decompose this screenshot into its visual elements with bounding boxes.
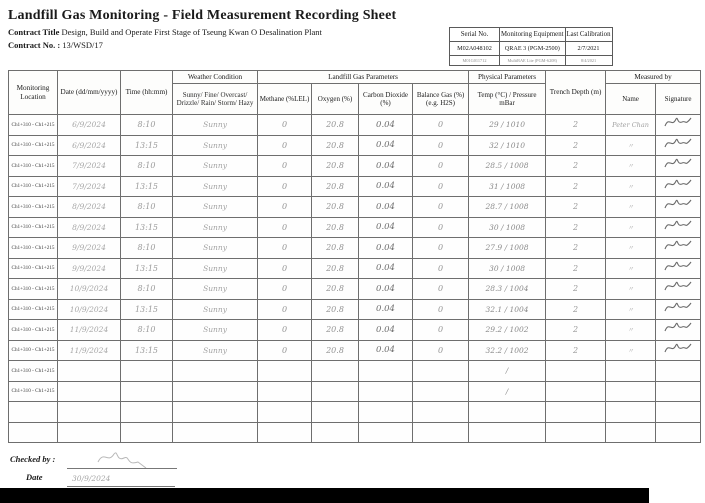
cell-temp_pressure (469, 402, 546, 423)
cell-name: 〃 (606, 340, 656, 361)
equip-name: QRAE 3 (PGM-2500) (500, 42, 566, 56)
cell-co2 (359, 422, 413, 443)
cell-co2: 0.04 (359, 197, 413, 218)
table-row (9, 197, 701, 218)
cell-temp_pressure: 29 / 1010 (469, 115, 546, 136)
cell-co2: 0.04 (359, 340, 413, 361)
cell-oxygen: 20.8 (312, 340, 359, 361)
cell-date: 11/9/2024 (58, 320, 121, 341)
signature-scribble (663, 197, 693, 211)
cell-name: 〃 (606, 176, 656, 197)
equip-header-equipment: Monitoring Equipment (500, 28, 566, 42)
cell-signature (656, 258, 701, 279)
cell-location: Ch1+310 - Ch1+215 (9, 381, 58, 402)
cell-location: Ch1+310 - Ch1+215 (9, 135, 58, 156)
equip-header-serial: Serial No. (450, 28, 500, 42)
cell-date (58, 381, 121, 402)
col-header-monitoring-location: Monitoring Location (9, 71, 58, 115)
cell-time (121, 402, 173, 423)
cell-weather: Sunny (173, 279, 258, 300)
cell-trench: 2 (546, 320, 606, 341)
cell-name: 〃 (606, 238, 656, 259)
contract-no-line (8, 40, 103, 50)
cell-name: 〃 (606, 135, 656, 156)
cell-name (606, 381, 656, 402)
cell-time: 8:10 (121, 156, 173, 177)
cell-trench: 2 (546, 258, 606, 279)
cell-time: 13:15 (121, 258, 173, 279)
cell-name: 〃 (606, 299, 656, 320)
cell-location: Ch1+310 - Ch1+215 (9, 299, 58, 320)
cell-oxygen: 20.8 (312, 320, 359, 341)
col-header-signature: Signature (656, 84, 701, 115)
cell-signature (656, 299, 701, 320)
cell-oxygen (312, 361, 359, 382)
cell-methane (258, 361, 312, 382)
cell-trench (546, 381, 606, 402)
cell-temp_pressure: 31 / 1008 (469, 176, 546, 197)
cell-co2: 0.04 (359, 217, 413, 238)
signature-scribble (663, 115, 693, 129)
cell-methane: 0 (258, 320, 312, 341)
cell-oxygen (312, 422, 359, 443)
cell-co2 (359, 381, 413, 402)
cell-co2: 0.04 (359, 299, 413, 320)
signature-scribble (663, 341, 693, 355)
cell-time: 13:15 (121, 176, 173, 197)
col-header-oxygen: Oxygen (%) (312, 84, 359, 115)
cell-methane: 0 (258, 135, 312, 156)
table-row (9, 320, 701, 341)
footer-date-line (67, 486, 175, 487)
col-header-methane: Methane (%LEL) (258, 84, 312, 115)
cell-temp_pressure: 32 / 1010 (469, 135, 546, 156)
cell-balance: 0 (413, 115, 469, 136)
table-row (9, 361, 701, 382)
cell-name (606, 402, 656, 423)
cell-time: 8:10 (121, 115, 173, 136)
cell-co2: 0.04 (359, 320, 413, 341)
cell-trench: 2 (546, 279, 606, 300)
cell-time: 8:10 (121, 238, 173, 259)
signature-scribble (663, 279, 693, 293)
equip-name: MultiRAE Lite (PGM-6208) (500, 56, 566, 66)
equip-calibration: 2/7/2021 (565, 42, 612, 56)
cell-balance: 0 (413, 197, 469, 218)
cell-co2: 0.04 (359, 135, 413, 156)
cell-methane (258, 402, 312, 423)
cell-co2: 0.04 (359, 258, 413, 279)
cell-balance: 0 (413, 258, 469, 279)
contract-title-value: Design, Build and Operate First Stage of Tseung Kwan O Desalination Plant (61, 27, 322, 37)
cell-name (606, 361, 656, 382)
cell-date: 9/9/2024 (58, 258, 121, 279)
equipment-header-row (450, 28, 613, 42)
equipment-row (450, 42, 613, 56)
table-row (9, 422, 701, 443)
cell-methane (258, 422, 312, 443)
cell-location: Ch1+310 - Ch1+215 (9, 258, 58, 279)
cell-temp_pressure: 27.9 / 1008 (469, 238, 546, 259)
cell-signature (656, 115, 701, 136)
cell-balance (413, 381, 469, 402)
cell-date (58, 402, 121, 423)
cell-co2: 0.04 (359, 176, 413, 197)
group-header-measured-by: Measured by (606, 71, 701, 84)
cell-signature (656, 197, 701, 218)
cell-time (121, 422, 173, 443)
scan-artifact-black-bar (0, 488, 649, 503)
cell-methane: 0 (258, 115, 312, 136)
cell-signature (656, 176, 701, 197)
cell-date: 6/9/2024 (58, 115, 121, 136)
cell-oxygen: 20.8 (312, 279, 359, 300)
cell-methane: 0 (258, 238, 312, 259)
cell-methane: 0 (258, 217, 312, 238)
cell-temp_pressure: 32.2 / 1002 (469, 340, 546, 361)
signature-scribble (663, 320, 693, 334)
cell-date: 8/9/2024 (58, 197, 121, 218)
cell-time: 8:10 (121, 197, 173, 218)
equip-serial: M02A048102 (450, 42, 500, 56)
equipment-row (450, 56, 613, 66)
signature-scribble (663, 300, 693, 314)
cell-oxygen: 20.8 (312, 135, 359, 156)
cell-weather: Sunny (173, 156, 258, 177)
contract-no-label: Contract No. : (8, 40, 61, 50)
signature-scribble (663, 218, 693, 232)
col-header-date: Date (dd/mm/yyyy) (58, 71, 121, 115)
cell-date: 10/9/2024 (58, 299, 121, 320)
cell-weather (173, 402, 258, 423)
cell-temp_pressure: 29.2 / 1002 (469, 320, 546, 341)
cell-oxygen (312, 381, 359, 402)
cell-oxygen: 20.8 (312, 217, 359, 238)
cell-balance: 0 (413, 320, 469, 341)
col-header-time: Time (hh:mm) (121, 71, 173, 115)
cell-signature (656, 135, 701, 156)
cell-time (121, 361, 173, 382)
cell-location (9, 422, 58, 443)
signature-scribble (92, 448, 150, 468)
cell-signature (656, 279, 701, 300)
signature-scribble (663, 136, 693, 150)
cell-oxygen: 20.8 (312, 238, 359, 259)
cell-name: 〃 (606, 197, 656, 218)
cell-location: Ch1+310 - Ch1+215 (9, 238, 58, 259)
cell-trench: 2 (546, 299, 606, 320)
signature-scribble (663, 177, 693, 191)
cell-signature (656, 320, 701, 341)
cell-temp_pressure: 32.1 / 1004 (469, 299, 546, 320)
cell-time (121, 381, 173, 402)
table-body (9, 115, 701, 443)
table-row (9, 238, 701, 259)
cell-methane: 0 (258, 299, 312, 320)
table-row (9, 340, 701, 361)
cell-weather: Sunny (173, 238, 258, 259)
cell-weather: Sunny (173, 135, 258, 156)
cell-location: Ch1+310 - Ch1+215 (9, 279, 58, 300)
table-row (9, 299, 701, 320)
measurement-table (8, 70, 701, 443)
cell-weather: Sunny (173, 340, 258, 361)
group-header-weather: Weather Condition (173, 71, 258, 84)
cell-balance: 0 (413, 217, 469, 238)
cell-trench: 2 (546, 340, 606, 361)
cell-methane: 0 (258, 176, 312, 197)
cell-signature (656, 156, 701, 177)
cell-signature (656, 381, 701, 402)
cell-balance: 0 (413, 135, 469, 156)
cell-balance: 0 (413, 299, 469, 320)
contract-title-line (8, 27, 322, 37)
cell-weather: Sunny (173, 299, 258, 320)
cell-location: Ch1+310 - Ch1+215 (9, 115, 58, 136)
cell-date: 6/9/2024 (58, 135, 121, 156)
cell-temp_pressure: 28.5 / 1008 (469, 156, 546, 177)
cell-name: 〃 (606, 320, 656, 341)
cell-oxygen: 20.8 (312, 299, 359, 320)
cell-methane: 0 (258, 340, 312, 361)
cell-temp_pressure: / (469, 381, 546, 402)
cell-methane: 0 (258, 279, 312, 300)
table-row (9, 381, 701, 402)
cell-weather (173, 381, 258, 402)
cell-oxygen: 20.8 (312, 156, 359, 177)
cell-temp_pressure: 30 / 1008 (469, 258, 546, 279)
cell-trench: 2 (546, 115, 606, 136)
table-row (9, 115, 701, 136)
equipment-table (449, 27, 613, 66)
cell-name: 〃 (606, 279, 656, 300)
cell-name: 〃 (606, 217, 656, 238)
table-row (9, 258, 701, 279)
cell-oxygen: 20.8 (312, 115, 359, 136)
cell-time: 8:10 (121, 279, 173, 300)
cell-location: Ch1+310 - Ch1+215 (9, 320, 58, 341)
cell-oxygen (312, 402, 359, 423)
cell-trench: 2 (546, 156, 606, 177)
equip-calibration: 8/4/2021 (565, 56, 612, 66)
cell-oxygen: 20.8 (312, 197, 359, 218)
cell-balance: 0 (413, 340, 469, 361)
equip-header-calibration: Last Calibration (565, 28, 612, 42)
cell-weather (173, 361, 258, 382)
cell-co2 (359, 361, 413, 382)
cell-location: Ch1+310 - Ch1+215 (9, 361, 58, 382)
table-row (9, 156, 701, 177)
cell-date (58, 361, 121, 382)
cell-location: Ch1+310 - Ch1+215 (9, 197, 58, 218)
cell-signature (656, 402, 701, 423)
cell-time: 13:15 (121, 340, 173, 361)
cell-name: Peter Chan (606, 115, 656, 136)
table-row (9, 279, 701, 300)
cell-weather: Sunny (173, 217, 258, 238)
col-header-balance-gas: Balance Gas (%) (e.g. H2S) (413, 84, 469, 115)
checked-by-signature-scribble (92, 448, 150, 473)
col-header-carbon-dioxide: Carbon Dioxide (%) (359, 84, 413, 115)
cell-date: 10/9/2024 (58, 279, 121, 300)
cell-temp_pressure: 28.3 / 1004 (469, 279, 546, 300)
cell-temp_pressure: 28.7 / 1008 (469, 197, 546, 218)
cell-co2: 0.04 (359, 279, 413, 300)
cell-co2: 0.04 (359, 238, 413, 259)
cell-date: 7/9/2024 (58, 176, 121, 197)
col-header-weather-options: Sunny/ Fine/ Overcast/ Drizzle/ Rain/ Storm/ Hazy (173, 84, 258, 115)
cell-location: Ch1+310 - Ch1+215 (9, 217, 58, 238)
cell-methane (258, 381, 312, 402)
cell-balance (413, 402, 469, 423)
col-header-temp-pressure: Temp (°C) / Pressure mBar (469, 84, 546, 115)
cell-trench: 2 (546, 217, 606, 238)
cell-location: Ch1+310 - Ch1+215 (9, 176, 58, 197)
cell-date: 7/9/2024 (58, 156, 121, 177)
table-row (9, 135, 701, 156)
cell-oxygen: 20.8 (312, 258, 359, 279)
cell-date: 8/9/2024 (58, 217, 121, 238)
cell-name: 〃 (606, 156, 656, 177)
cell-location (9, 402, 58, 423)
cell-temp_pressure: / (469, 361, 546, 382)
cell-time: 8:10 (121, 320, 173, 341)
cell-balance (413, 361, 469, 382)
table-row (9, 176, 701, 197)
cell-balance: 0 (413, 176, 469, 197)
checked-by-label: Checked by : (10, 454, 56, 464)
page-title: Landfill Gas Monitoring - Field Measurement Recording Sheet (8, 8, 397, 23)
cell-location: Ch1+310 - Ch1+215 (9, 156, 58, 177)
signature-scribble (663, 238, 693, 252)
cell-weather: Sunny (173, 197, 258, 218)
cell-trench: 2 (546, 135, 606, 156)
cell-time: 13:15 (121, 217, 173, 238)
cell-trench (546, 402, 606, 423)
cell-balance: 0 (413, 156, 469, 177)
cell-location: Ch1+310 - Ch1+215 (9, 340, 58, 361)
cell-time: 13:15 (121, 299, 173, 320)
contract-title-label: Contract Title (8, 27, 60, 37)
table-group-header-row (9, 71, 701, 84)
cell-weather (173, 422, 258, 443)
cell-methane: 0 (258, 156, 312, 177)
cell-balance: 0 (413, 279, 469, 300)
table-row (9, 217, 701, 238)
cell-balance (413, 422, 469, 443)
cell-signature (656, 422, 701, 443)
cell-date: 9/9/2024 (58, 238, 121, 259)
group-header-landfill-gas: Landfill Gas Parameters (258, 71, 469, 84)
cell-signature (656, 217, 701, 238)
signature-scribble (663, 259, 693, 273)
cell-time: 13:15 (121, 135, 173, 156)
cell-methane: 0 (258, 258, 312, 279)
cell-trench: 2 (546, 176, 606, 197)
cell-trench (546, 361, 606, 382)
cell-weather: Sunny (173, 258, 258, 279)
cell-weather: Sunny (173, 320, 258, 341)
cell-weather: Sunny (173, 115, 258, 136)
cell-methane: 0 (258, 197, 312, 218)
col-header-name: Name (606, 84, 656, 115)
cell-co2 (359, 402, 413, 423)
cell-temp_pressure (469, 422, 546, 443)
cell-balance: 0 (413, 238, 469, 259)
cell-trench: 2 (546, 197, 606, 218)
cell-weather: Sunny (173, 176, 258, 197)
cell-oxygen: 20.8 (312, 176, 359, 197)
cell-name: 〃 (606, 258, 656, 279)
signature-scribble (663, 156, 693, 170)
footer-date-value: 30/9/2024 (72, 474, 111, 483)
cell-signature (656, 361, 701, 382)
cell-date: 11/9/2024 (58, 340, 121, 361)
cell-trench: 2 (546, 238, 606, 259)
equip-serial: M01G011712 (450, 56, 500, 66)
cell-signature (656, 340, 701, 361)
footer-date-label: Date (26, 472, 43, 482)
cell-co2: 0.04 (359, 115, 413, 136)
contract-no-value: 13/WSD/17 (62, 40, 103, 50)
cell-trench (546, 422, 606, 443)
col-header-trench-depth: Trench Depth (m) (546, 71, 606, 115)
cell-co2: 0.04 (359, 156, 413, 177)
table-row (9, 402, 701, 423)
cell-signature (656, 238, 701, 259)
group-header-physical: Physical Parameters (469, 71, 546, 84)
cell-name (606, 422, 656, 443)
cell-temp_pressure: 30 / 1008 (469, 217, 546, 238)
cell-date (58, 422, 121, 443)
